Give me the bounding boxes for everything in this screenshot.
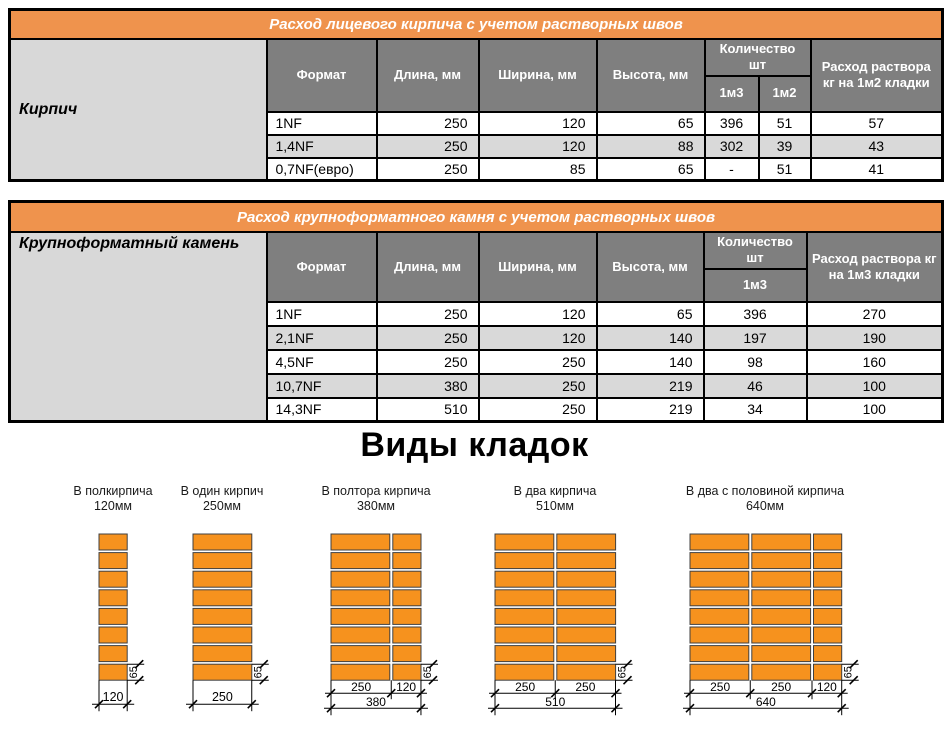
col-header-length: Длина, мм — [377, 39, 479, 112]
width-cell: 120 — [479, 135, 597, 158]
mortar-cell: 41 — [811, 158, 943, 181]
format-cell: 10,7NF — [267, 374, 377, 398]
format-cell: 4,5NF — [267, 350, 377, 374]
height-cell: 140 — [597, 326, 704, 350]
width-cell: 120 — [479, 326, 597, 350]
col-header-width: Ширина, мм — [479, 232, 597, 302]
height-cell: 88 — [597, 135, 705, 158]
svg-text:250: 250 — [211, 690, 233, 705]
col-header-1m2: 1м2 — [759, 76, 811, 112]
masonry-diagram-half-brick — [85, 530, 169, 731]
col-header-width: Ширина, мм — [479, 39, 597, 112]
diagram-title: В полкирпича — [73, 484, 153, 498]
masonry-diagram-one-and-half-brick — [317, 530, 463, 731]
masonry-diagram-two-and-half-brick — [676, 530, 884, 731]
qty-1m2-cell: 39 — [759, 135, 811, 158]
svg-text:250: 250 — [575, 680, 596, 695]
width-cell: 250 — [479, 398, 597, 422]
mortar-cell: 160 — [807, 350, 943, 374]
height-cell: 219 — [597, 398, 704, 422]
svg-text:250: 250 — [351, 680, 372, 695]
qty-1m3-cell: 34 — [704, 398, 807, 422]
col-header-height: Высота, мм — [597, 39, 705, 112]
table1-side-label: Кирпич — [10, 39, 267, 181]
format-cell: 1,4NF — [267, 135, 377, 158]
qty-1m3-cell: 46 — [704, 374, 807, 398]
height-cell: 140 — [597, 350, 704, 374]
svg-text:120: 120 — [102, 690, 124, 705]
format-cell: 2,1NF — [267, 326, 377, 350]
length-cell: 380 — [377, 374, 479, 398]
col-header-height: Высота, мм — [597, 232, 704, 302]
mortar-cell: 57 — [811, 112, 943, 135]
col-header-format: Формат — [267, 232, 377, 302]
svg-text:65: 65 — [616, 666, 629, 679]
facing-brick-table — [8, 8, 944, 182]
svg-text:380: 380 — [365, 695, 386, 710]
length-cell: 250 — [377, 302, 479, 326]
length-cell: 250 — [377, 326, 479, 350]
format-cell: 0,7NF(евро) — [267, 158, 377, 181]
svg-text:120: 120 — [816, 680, 837, 695]
format-cell: 14,3NF — [267, 398, 377, 422]
diagram-subtitle: 640мм — [745, 499, 785, 513]
width-cell: 250 — [479, 374, 597, 398]
width-cell: 120 — [479, 302, 597, 326]
svg-text:65: 65 — [252, 666, 265, 679]
diagram-subtitle: 380мм — [356, 499, 396, 513]
svg-text:65: 65 — [421, 666, 434, 679]
svg-text:510: 510 — [545, 695, 566, 710]
mortar-cell: 270 — [807, 302, 943, 326]
height-cell: 65 — [597, 112, 705, 135]
svg-text:120: 120 — [396, 680, 417, 695]
height-cell: 219 — [597, 374, 704, 398]
masonry-diagram-two-brick — [481, 530, 658, 731]
qty-1m2-cell: 51 — [759, 112, 811, 135]
diagram-title: В один кирпич — [180, 484, 264, 498]
length-cell: 510 — [377, 398, 479, 422]
large-format-stone-table — [8, 200, 944, 423]
section-title: Виды кладок — [360, 426, 589, 464]
col-header-length: Длина, мм — [377, 232, 479, 302]
svg-text:65: 65 — [128, 666, 141, 679]
masonry-diagram-one-brick — [179, 530, 294, 731]
col-header-1m3: 1м3 — [704, 269, 807, 302]
diagram-label — [645, 484, 885, 514]
table1-banner: Расход лицевого кирпича с учетом растворных швов — [10, 10, 943, 40]
svg-text:250: 250 — [771, 680, 792, 695]
svg-text:640: 640 — [755, 695, 776, 710]
svg-text:250: 250 — [515, 680, 536, 695]
mortar-cell: 100 — [807, 398, 943, 422]
format-cell: 1NF — [267, 302, 377, 326]
diagram-title: В два кирпича — [513, 484, 597, 498]
col-header-format: Формат — [267, 39, 377, 112]
length-cell: 250 — [377, 112, 479, 135]
width-cell: 250 — [479, 350, 597, 374]
width-cell: 85 — [479, 158, 597, 181]
qty-1m3-cell: 396 — [705, 112, 759, 135]
format-cell: 1NF — [267, 112, 377, 135]
table2-banner: Расход крупноформатного камня с учетом растворных швов — [10, 202, 943, 233]
table-banner-row — [10, 10, 943, 40]
length-cell: 250 — [377, 135, 479, 158]
col-header-quantity: Количество шт — [705, 39, 811, 76]
qty-1m3-cell: - — [705, 158, 759, 181]
col-header-quantity: Количество шт — [704, 232, 807, 269]
width-cell: 120 — [479, 112, 597, 135]
length-cell: 250 — [377, 158, 479, 181]
header-row — [10, 39, 943, 76]
diagram-subtitle: 510мм — [535, 499, 575, 513]
col-header-mortar: Расход раствора кг на 1м3 кладки — [807, 232, 943, 302]
header-row — [10, 232, 943, 269]
table-banner-row — [10, 202, 943, 233]
diagram-subtitle: 120мм — [93, 499, 133, 513]
diagram-subtitle: 250мм — [202, 499, 242, 513]
qty-1m3-cell: 98 — [704, 350, 807, 374]
diagram-label — [435, 484, 675, 514]
qty-1m3-cell: 302 — [705, 135, 759, 158]
qty-1m3-cell: 396 — [704, 302, 807, 326]
qty-1m3-cell: 197 — [704, 326, 807, 350]
mortar-cell: 43 — [811, 135, 943, 158]
length-cell: 250 — [377, 350, 479, 374]
height-cell: 65 — [597, 302, 704, 326]
col-header-1m3: 1м3 — [705, 76, 759, 112]
qty-1m2-cell: 51 — [759, 158, 811, 181]
svg-text:65: 65 — [842, 666, 855, 679]
diagram-title: В два с половиной кирпича — [685, 484, 845, 498]
table2-side-label: Крупноформатный камень — [10, 232, 267, 422]
mortar-cell: 190 — [807, 326, 943, 350]
svg-text:250: 250 — [710, 680, 731, 695]
col-header-mortar: Расход раствора кг на 1м2 кладки — [811, 39, 943, 112]
mortar-cell: 100 — [807, 374, 943, 398]
diagram-title: В полтора кирпича — [321, 484, 431, 498]
height-cell: 65 — [597, 158, 705, 181]
